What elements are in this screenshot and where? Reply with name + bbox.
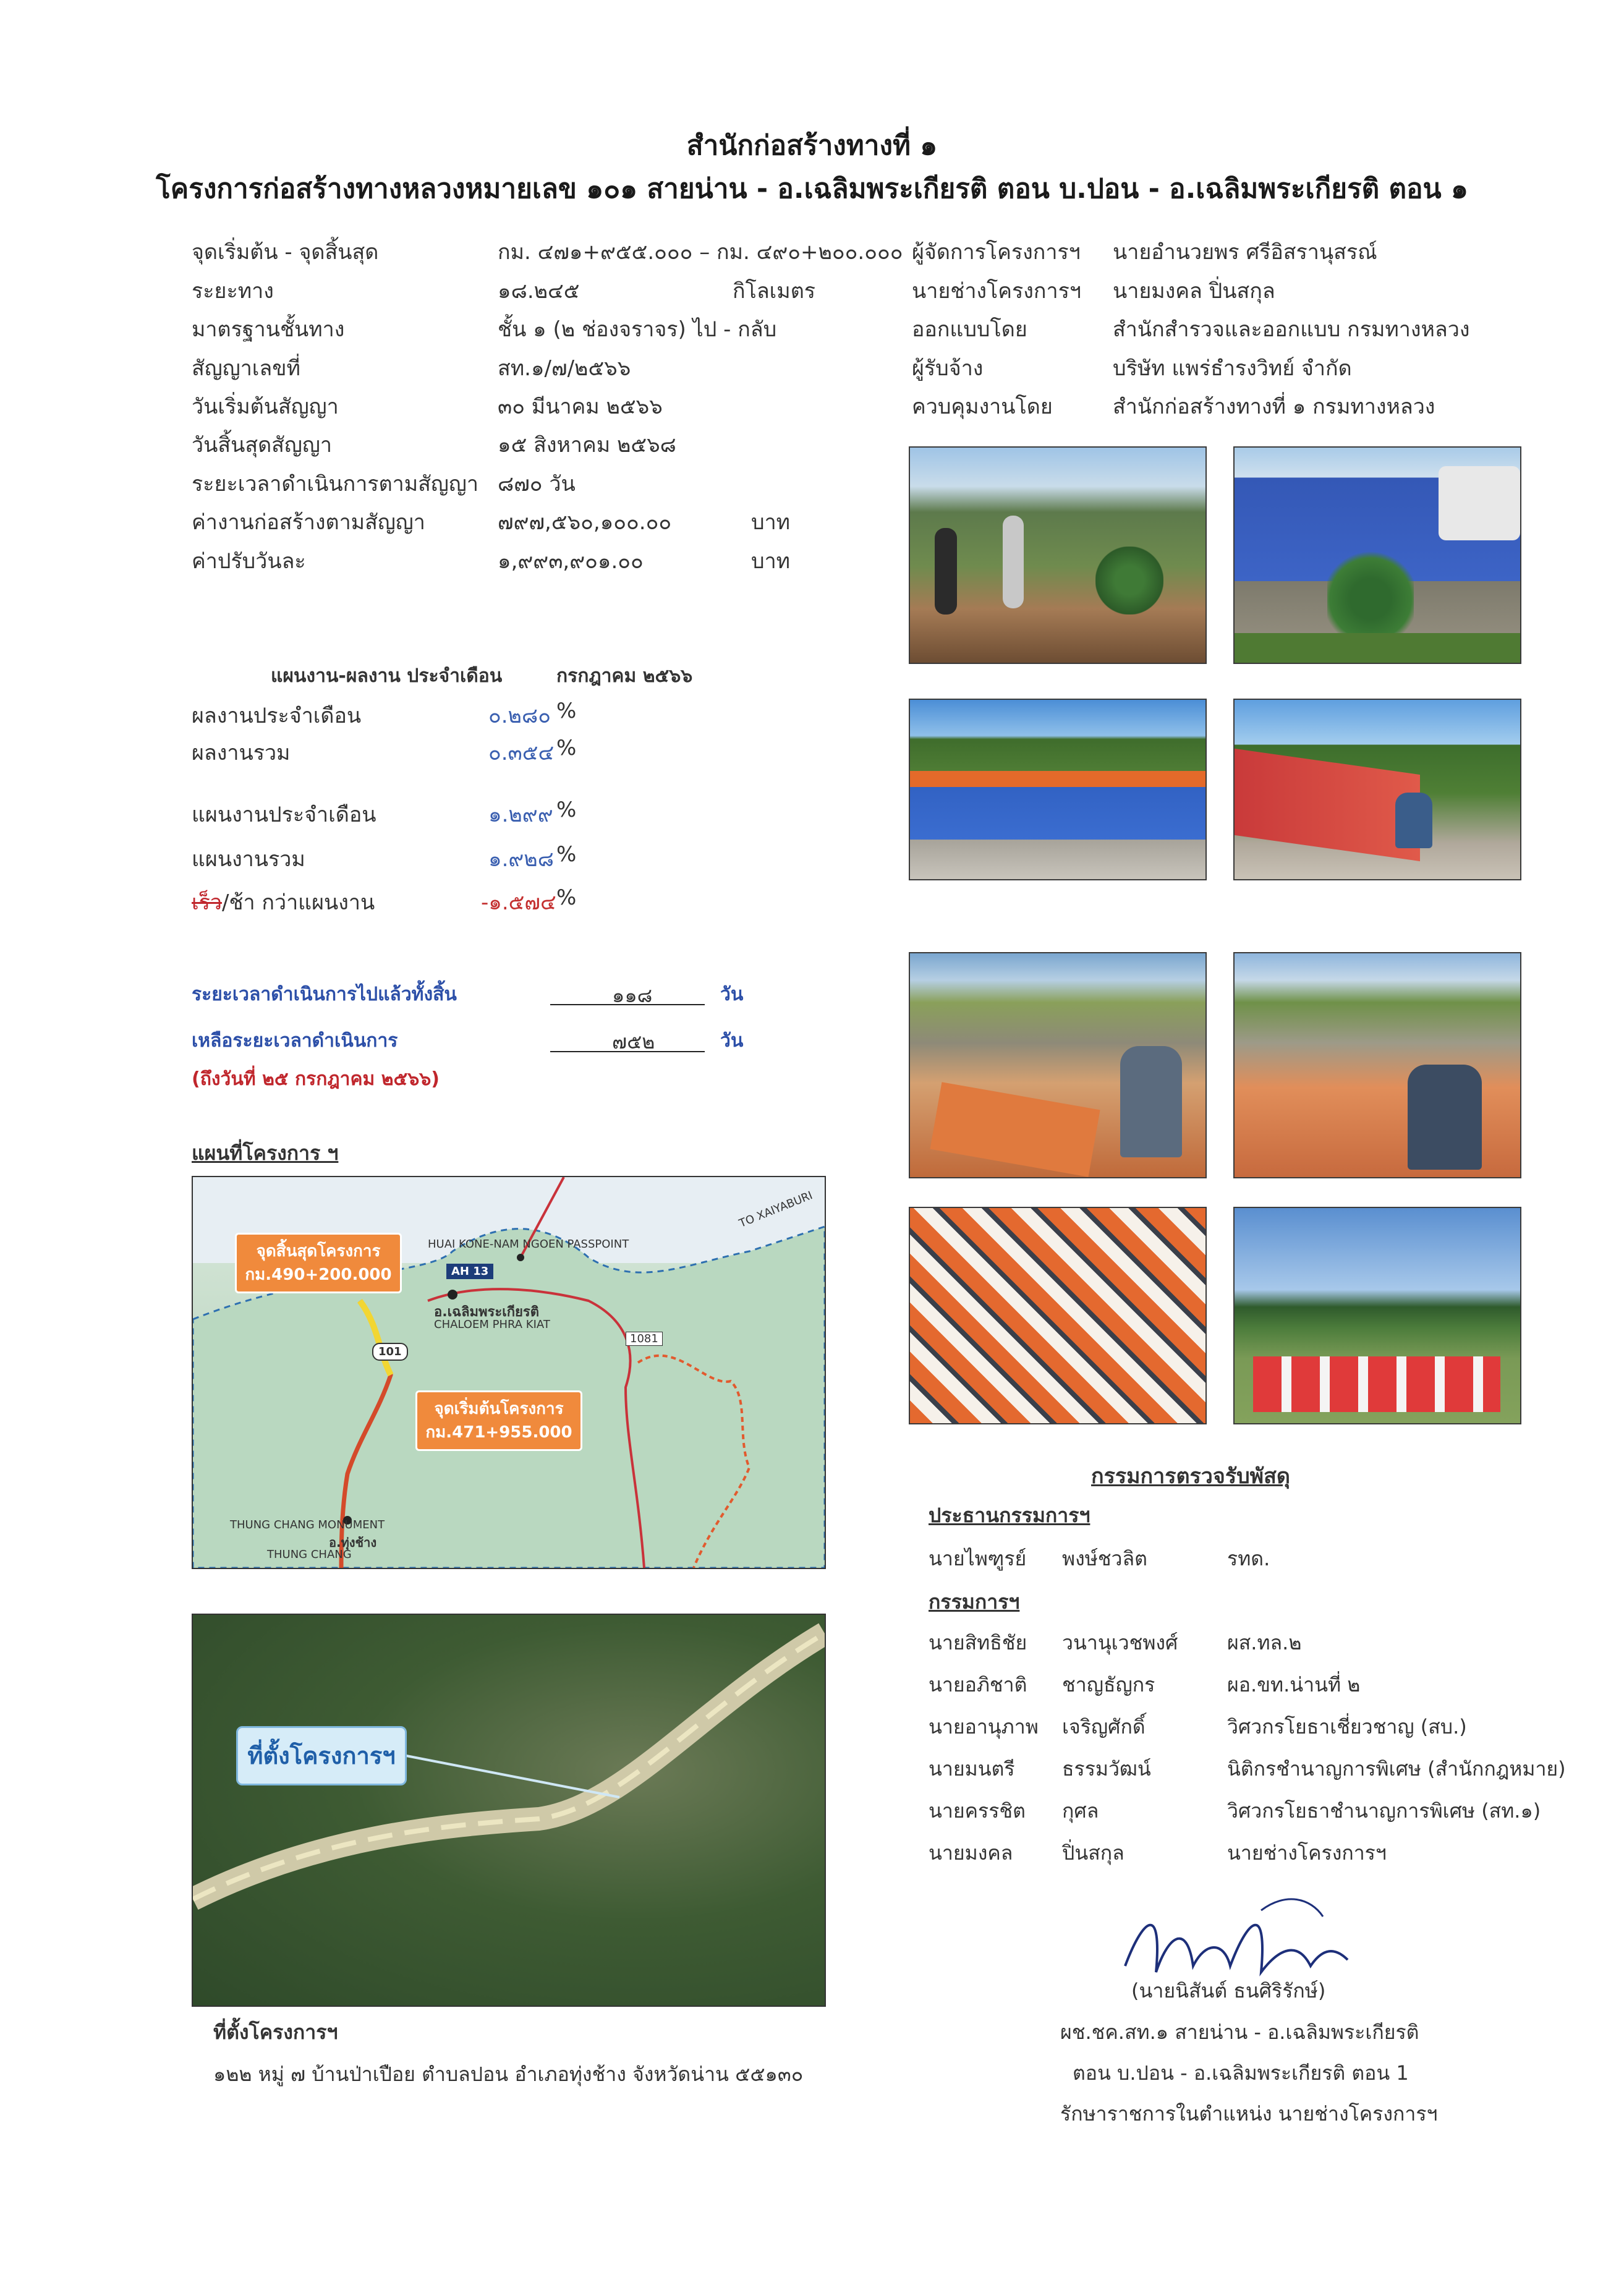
elapsed-value: ๑๑๘ xyxy=(612,984,653,1007)
progress-diff-label: เร็ว/ช้า กว่าแผนงาน xyxy=(192,890,375,915)
map-route-ah13: AH 13 xyxy=(446,1264,493,1279)
progress-value: ๑.๒๙๙ xyxy=(488,802,553,827)
location-satellite xyxy=(192,1614,826,2007)
member-last: ธรรมวัฒน์ xyxy=(1062,1757,1151,1781)
site-photo-2 xyxy=(1233,446,1521,664)
elapsed-unit: วัน xyxy=(720,984,744,1005)
site-photo-5 xyxy=(909,952,1207,1178)
site-photo-7 xyxy=(909,1207,1207,1424)
member-role: ผส.ทล.๒ xyxy=(1227,1631,1302,1654)
member-last: เจริญศักดิ์ xyxy=(1062,1715,1146,1738)
member-role: วิศวกรโยธาชำนาญการพิเศษ (สท.๑) xyxy=(1227,1799,1541,1823)
members-heading: กรรมการฯ xyxy=(929,1590,1020,1614)
progress-diff-struck: เร็ว xyxy=(192,890,222,915)
map-label-town-en: CHALOEM PHRA KIAT xyxy=(434,1318,550,1331)
signer-name: (นายนิสันต์ ธนศิริรักษ์) xyxy=(1131,1979,1326,2002)
map-label-thungchang: อ.ทุ่งช้าง xyxy=(329,1535,377,1550)
member-first: นายอภิชาติ xyxy=(929,1673,1027,1696)
site-photo-4 xyxy=(1233,699,1521,880)
progress-month: กรกฎาคม ๒๕๖๖ xyxy=(556,665,693,687)
committee-heading: กรรมการตรวจรับพัสดุ xyxy=(1091,1464,1290,1489)
progress-label: ผลงานรวม xyxy=(192,741,291,765)
member-role: นิติกรชำนาญการพิเศษ (สำนักกฎหมาย) xyxy=(1227,1757,1566,1781)
map-route-101: 101 xyxy=(372,1343,408,1361)
member-role: นายช่างโครงการฯ xyxy=(1227,1841,1387,1865)
map-label-monument: THUNG CHANG MONUMENT xyxy=(230,1518,385,1531)
location-callout: ที่ตั้งโครงการฯ xyxy=(236,1726,407,1785)
location-address: ๑๒๒ หมู่ ๗ บ้านป่าเปือย ตำบลปอน อำเภอทุ่งช้าง จังหวัดน่าน ๕๕๑๓๐ xyxy=(213,2062,804,2086)
progress-unit: % xyxy=(556,736,577,760)
member-last: วนานุเวชพงศ์ xyxy=(1062,1631,1178,1654)
progress-diff-value: -๑.๕๗๔ xyxy=(481,890,556,915)
map-heading: แผนที่โครงการ ฯ xyxy=(192,1141,339,1165)
map-label-town: อ.เฉลิมพระเกียรติ xyxy=(434,1304,540,1320)
member-role: ผอ.ขท.น่านที่ ๒ xyxy=(1227,1673,1361,1696)
progress-heading: แผนงาน-ผลงาน ประจำเดือน xyxy=(271,665,503,687)
as-of-date: (ถึงวันที่ ๒๕ กรกฎาคม ๒๕๖๖) xyxy=(192,1068,440,1090)
progress-unit: % xyxy=(556,842,577,867)
map-route-1081: 1081 xyxy=(626,1332,663,1346)
office-title: สำนักก่อสร้างทางที่ ๑ xyxy=(686,130,938,161)
member-first: นายมงคล xyxy=(929,1841,1013,1865)
chair-role: รทด. xyxy=(1227,1547,1270,1570)
signer-position-2: ตอน บ.ปอน - อ.เฉลิมพระเกียรติ ตอน 1 xyxy=(1073,2061,1409,2085)
progress-label: ผลงานประจำเดือน xyxy=(192,704,362,728)
project-map xyxy=(192,1176,826,1569)
member-first: นายครรชิต xyxy=(929,1799,1026,1823)
member-first: นายมนตรี xyxy=(929,1757,1015,1781)
map-label-thungchang-en: THUNG CHANG xyxy=(267,1548,352,1561)
site-photo-3 xyxy=(909,699,1207,880)
member-last: กุศล xyxy=(1062,1799,1099,1823)
remaining-value: ๗๕๒ xyxy=(612,1030,655,1053)
progress-unit: % xyxy=(556,798,577,822)
progress-value: ๐.๒๘๐ xyxy=(488,704,551,728)
map-end-callout: จุดสิ้นสุดโครงการ กม.490+200.000 xyxy=(235,1233,402,1293)
chair-last: พงษ์ชวลิต xyxy=(1062,1547,1147,1570)
progress-unit: % xyxy=(556,699,577,723)
site-photo-1 xyxy=(909,446,1207,664)
project-title: โครงการก่อสร้างทางหลวงหมายเลข ๑๐๑ สายน่าน - อ.เฉลิมพระเกียรติ ตอน บ.ปอน - อ.เฉลิมพระเกียรติ ตอน ๑ xyxy=(156,173,1468,205)
location-heading: ที่ตั้งโครงการฯ xyxy=(213,2020,338,2044)
map-label-checkpoint: HUAI KONE-NAM NGOEN PASSPOINT xyxy=(428,1238,629,1251)
site-photo-6 xyxy=(1233,952,1521,1178)
signer-position-3: รักษาราชการในตำแหน่ง นายช่างโครงการฯ xyxy=(1060,2102,1438,2125)
progress-label: แผนงานประจำเดือน xyxy=(192,802,376,827)
progress-diff-unit: % xyxy=(556,885,577,910)
member-first: นายสิทธิชัย xyxy=(929,1631,1027,1654)
member-last: ปิ่นสกุล xyxy=(1062,1841,1124,1865)
chair-first: นายไพฑูรย์ xyxy=(929,1547,1027,1570)
member-role: วิศวกรโยธาเชี่ยวชาญ (สบ.) xyxy=(1227,1715,1467,1738)
chair-heading: ประธานกรรมการฯ xyxy=(929,1504,1090,1527)
map-start-callout: จุดเริ่มต้นโครงการ กม.471+955.000 xyxy=(415,1390,582,1451)
member-last: ชาญธัญกร xyxy=(1062,1673,1155,1696)
progress-label: แผนงานรวม xyxy=(192,847,305,872)
remaining-unit: วัน xyxy=(720,1030,744,1052)
signer-position-1: ผช.ชค.สท.๑ สายน่าน - อ.เฉลิมพระเกียรติ xyxy=(1060,2020,1419,2044)
progress-value: ๑.๙๒๘ xyxy=(488,847,554,872)
map-label-xaiyaburi: TO XAIYABURI xyxy=(737,1189,815,1230)
satellite-road xyxy=(193,1615,825,2006)
progress-value: ๐.๓๕๔ xyxy=(488,741,555,765)
elapsed-label: ระยะเวลาดำเนินการไปแล้วทั้งสิ้น xyxy=(192,984,457,1005)
site-photo-8 xyxy=(1233,1207,1521,1424)
member-first: นายอานุภาพ xyxy=(929,1715,1039,1738)
remaining-label: เหลือระยะเวลาดำเนินการ xyxy=(192,1030,398,1052)
